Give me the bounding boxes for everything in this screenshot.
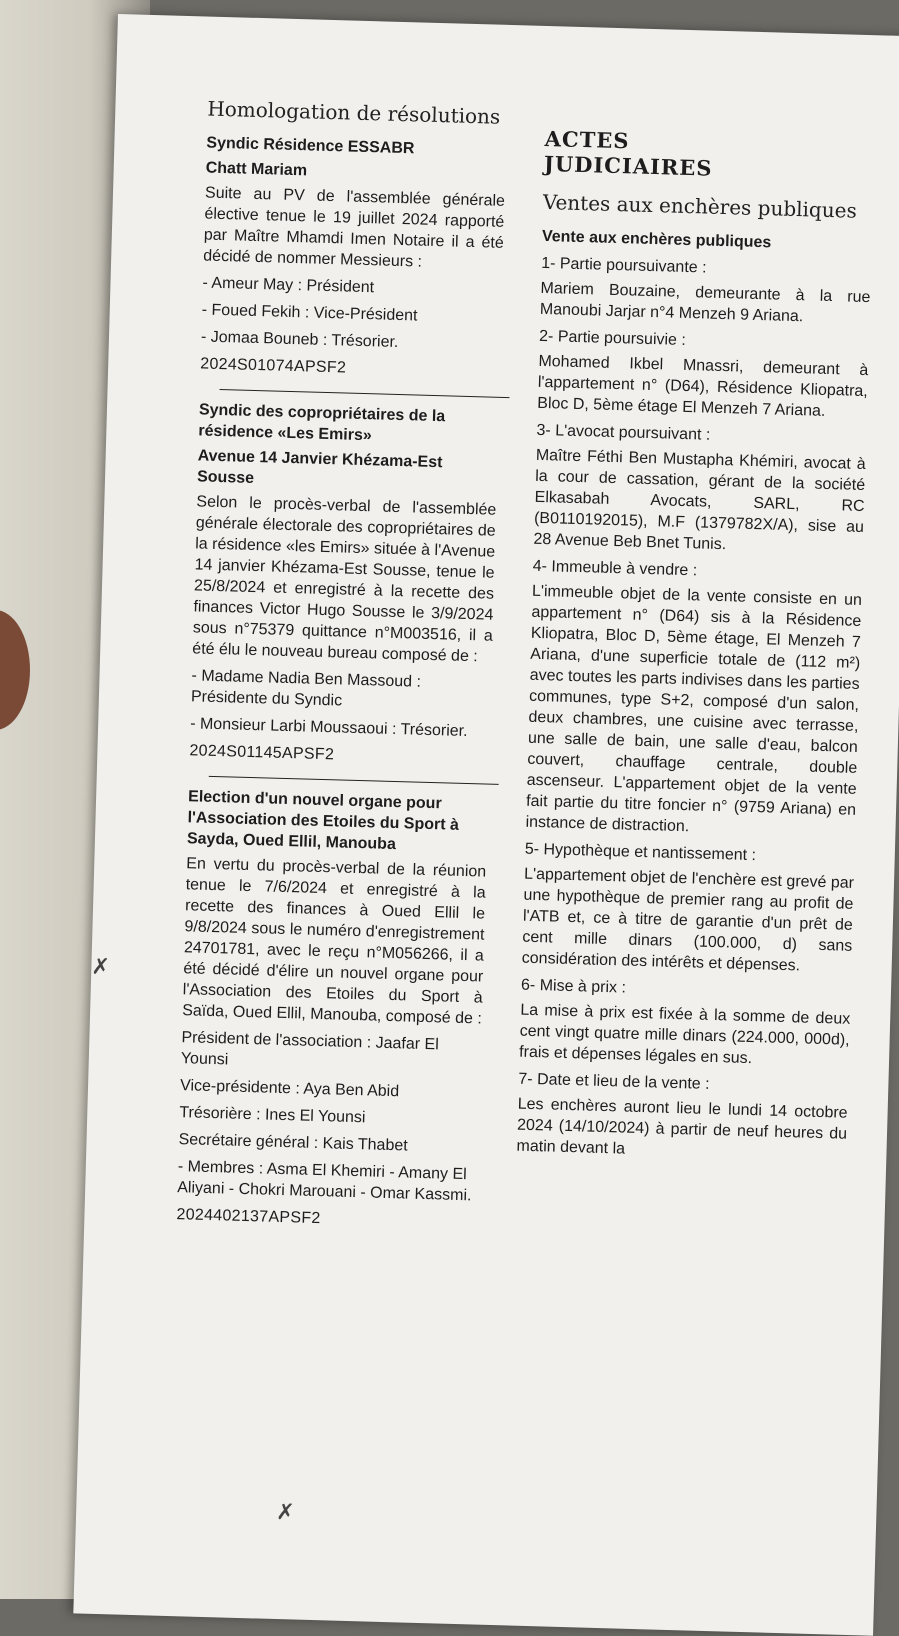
notice-heading: Election d'un nouvel organe pour l'Association des Etoiles du Sport à Sayda, Oued Ellil, Manouba: [186, 788, 460, 854]
notice-heading: Chatt Mariam: [205, 159, 308, 180]
item-label: 6- Mise à prix :: [520, 976, 627, 997]
item-text: L'appartement objet de l'enchère est grevé par une hypothèque de premier rang au profit de l'ATB et, ce à titre de garantie d'un prêt de cent mille dinars (100.000, d) sans considération des intérêts et dépenses.: [521, 865, 855, 975]
notice-les-emirs: [189, 399, 499, 769]
pen-mark-icon: ✗: [91, 953, 111, 980]
item-text: L'immeuble objet de la vente consiste en un appartement n° (D64) sis à la Résidence Kliopatra, Bloc D, 5ème étage, El Menzeh 7 Ariana, d'une superficie totale de (112 m²) avec toutes les parts indivises dans les parties communes, type S+2, composé d'un salon, deux chambres, une cuisine avec terrasse, une salle de bain, une salle d'eau, balcon couvert, chauffage centrale, double ascenseur. L'appartement objet de la vente fait partie du titre foncier n° (9759 Ariana) en instance de distraction.: [525, 582, 863, 836]
notice-etoiles-du-sport: [176, 786, 488, 1233]
item-text: La mise à prix est fixée à la somme de deux cent vingt quatre mille dinars (224.000, 000d), frais et dépenses légales en sus.: [518, 1001, 851, 1068]
item-label: 4- Immeuble à vendre :: [532, 557, 698, 580]
section-title-homologation: Homologation de résolutions: [207, 96, 501, 129]
member-line: - Jomaa Bouneb : Trésorier.: [200, 328, 399, 351]
sale-item: [540, 253, 872, 329]
item-text: Maître Féthi Ben Mustapha Khémiri, avocat à la cour de cassation, gérant de la société Elkasabah Avocats, SARL, RC (B0110192015), M.F (1379782X/A), sise au 28 Avenue Beb Bnet Tunis.: [533, 446, 866, 554]
item-label: 1- Partie poursuivante :: [540, 254, 707, 277]
sale-item: [522, 839, 856, 978]
member-line: Vice-présidente : Aya Ben Abid: [179, 1077, 400, 1101]
notice-subheading: Avenue 14 Janvier Khézama-Est Sousse: [196, 447, 443, 487]
section-title-ventes: Ventes aux enchères publiques: [542, 189, 858, 223]
divider: [209, 776, 499, 785]
item-text: Mariem Bouzaine, demeurante à la rue Manoubi Jarjar n°4 Menzeh 9 Ariana.: [539, 279, 871, 326]
member-line: Trésorière : Ines El Younsi: [179, 1104, 366, 1127]
notice-body: Selon le procès-verbal de l'assemblée générale électorale des copropriétaires de la résidence «les Emirs» située à l'Avenue 14 janvier Khézama-Est Sousse, tenue le 25/8/2024 et enregistré à la recette des finances Victor Hugo Sousse le 3/9/2024 sous n°75379 quittance n°M003516, il a été élu le nouveau bureau composé de :: [192, 493, 497, 666]
reference-code: 2024402137APSF2: [176, 1206, 321, 1228]
member-line: Secrétaire général : Kais Thabet: [178, 1131, 408, 1155]
member-line: Président de l'association : Jaafar El Younsi: [180, 1029, 440, 1069]
notice-heading: Syndic des copropriétaires de la résidence «Les Emirs»: [198, 401, 446, 445]
divider: [220, 389, 510, 398]
notice-essabr: [200, 133, 507, 383]
main-title-line: ACTES: [544, 125, 630, 154]
notice-heading: Vente aux enchères publiques: [541, 227, 772, 252]
member-line: - Ameur May : Président: [202, 274, 375, 297]
member-line: - Madame Nadia Ben Massoud : Présidente du Syndic: [190, 667, 422, 710]
sale-item: [533, 420, 867, 559]
sale-item: [537, 326, 869, 423]
notice-body: Suite au PV de l'assemblée générale élective tenue le 19 juillet 2024 rapporté par Maître Mhamdi Imen Notaire il a été décidé de nommer Messieurs :: [203, 184, 506, 271]
notice-heading: Syndic Résidence ESSABR: [206, 134, 415, 158]
main-title-line: JUDICIAIRES: [543, 150, 713, 181]
sale-item: [516, 1069, 848, 1166]
item-label: 7- Date et lieu de la vente :: [518, 1070, 710, 1093]
member-line: - Membres : Asma El Khemiri - Amany El Aliyani - Chokri Marouani - Omar Kassmi.: [177, 1158, 472, 1205]
right-column: [516, 126, 875, 1172]
pen-mark-icon: ✗: [275, 1499, 296, 1525]
item-label: 5- Hypothèque et nantissement :: [524, 840, 757, 865]
left-column: [176, 97, 508, 1248]
sale-item: [525, 556, 863, 842]
item-text: Mohamed Ikbel Mnassri, demeurant à l'appartement n° (D64), Résidence Kliopatra, Bloc D, 5ème étage El Menzeh 7 Ariana.: [537, 352, 869, 420]
notice-body: En vertu du procès-verbal de la réunion tenue le 7/6/2024 et enregistré à la recette des finances à Oued Ellil le 9/8/2024 sous le numéro d'enregistrement 24701781, avec le reçu n°M056266, il a été décidé d'élire un nouvel organe pour l'Association des Etoiles du Sport à Saïda, Oued Ellil, Manouba, composé de :: [181, 855, 487, 1028]
item-label: 2- Partie poursuivie :: [538, 327, 687, 349]
member-line: - Foued Fekih : Vice-Président: [201, 301, 418, 325]
newspaper-page: [73, 14, 899, 1636]
reference-code: 2024S01074APSF2: [200, 355, 347, 377]
main-title: [544, 126, 875, 185]
item-label: 3- L'avocat poursuivant :: [536, 421, 711, 444]
member-line: - Monsieur Larbi Moussaoui : Trésorier.: [189, 715, 468, 741]
reference-code: 2024S01145APSF2: [189, 742, 335, 764]
sale-item: [519, 975, 851, 1072]
item-text: Les enchères auront lieu le lundi 14 octobre 2024 (14/10/2024) à partir de neuf heures du matin devant la: [516, 1095, 848, 1158]
